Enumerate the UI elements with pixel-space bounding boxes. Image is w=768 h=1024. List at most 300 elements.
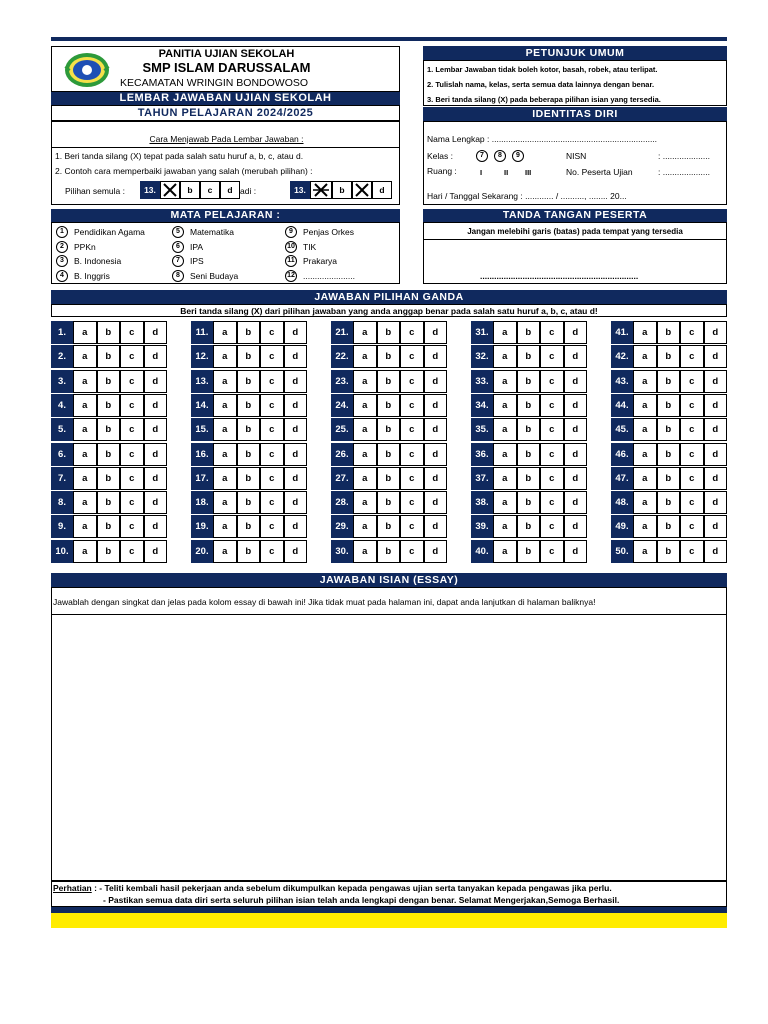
answer-option-d[interactable]: d [564,443,588,466]
answer-option-b[interactable]: b [377,345,401,368]
answer-option-c[interactable]: c [680,515,704,538]
question-number: 12. [191,345,213,368]
answer-option-a[interactable]: a [493,467,517,490]
answer-option-b[interactable]: b [657,345,681,368]
answer-option-c[interactable]: c [400,540,424,563]
answer-option-c[interactable]: c [400,467,424,490]
answer-option-b[interactable]: b [377,394,401,417]
answer-option-c[interactable]: c [120,443,144,466]
mapel-name: TIK [303,241,317,252]
answer-option-b[interactable]: b [517,370,541,393]
answer-option-b[interactable]: b [97,394,121,417]
answer-option-d[interactable]: d [284,418,308,441]
answer-option-d[interactable]: d [564,540,588,563]
answer-option-a[interactable]: a [493,418,517,441]
answer-option-d[interactable]: d [704,345,728,368]
example-option-c-new [352,181,372,199]
answer-option-c[interactable]: c [400,394,424,417]
mapel-number: 4 [56,270,68,282]
peserta-label: No. Peserta Ujian [566,167,633,177]
essay-box[interactable] [51,587,727,881]
answer-option-d[interactable]: d [284,443,308,466]
answer-option-c[interactable]: c [400,345,424,368]
example-option: b [180,181,200,199]
mapel-item[interactable] [172,226,234,238]
answer-option-b[interactable]: b [97,443,121,466]
mapel-name: PPKn [74,241,96,252]
school-year: TAHUN PELAJARAN 2024/2025 [51,105,400,121]
mapel-number: 8 [172,270,184,282]
question-number: 19. [191,515,213,538]
ttd-line: ................................................................... [480,271,639,281]
mapel-item[interactable] [285,241,316,253]
cara-title: Cara Menjawab Pada Lembar Jawaban : [149,134,304,144]
answer-option-c[interactable]: c [540,394,564,417]
answer-option-c[interactable]: c [120,370,144,393]
answer-option-d[interactable]: d [284,467,308,490]
answer-option-c[interactable]: c [680,345,704,368]
answer-option-b[interactable]: b [517,321,541,344]
answer-option-b[interactable]: b [97,321,121,344]
nama-field[interactable]: Nama Lengkap : ...................................................................... [427,134,658,144]
answer-option-b[interactable]: b [377,370,401,393]
question-number: 16. [191,443,213,466]
answer-option-c[interactable]: c [540,491,564,514]
answer-option-b[interactable]: b [97,491,121,514]
answer-option-a[interactable]: a [493,394,517,417]
petunjuk-item: 3. Beri tanda silang (X) pada beberapa pilihan isian yang tersedia. [427,95,661,104]
question-number: 13. [191,370,213,393]
answer-option-c[interactable]: c [540,321,564,344]
answer-option-a[interactable]: a [73,370,97,393]
answer-option-d[interactable]: d [704,418,728,441]
answer-option-d[interactable]: d [424,345,448,368]
identitas-title: IDENTITAS DIRI [423,107,727,121]
question-number: 50. [611,540,633,563]
kelas-option[interactable]: 9 [512,150,524,162]
answer-option-b[interactable]: b [517,491,541,514]
answer-option-d[interactable]: d [144,418,168,441]
answer-option-a[interactable]: a [633,540,657,563]
answer-option-a[interactable]: a [353,467,377,490]
answer-option-b[interactable]: b [97,370,121,393]
answer-option-a[interactable]: a [633,321,657,344]
question-number: 30. [331,540,353,563]
question-number: 46. [611,443,633,466]
answer-option-d[interactable]: d [144,515,168,538]
question-number: 27. [331,467,353,490]
cross-mark-icon [355,183,369,197]
tanggal-field[interactable]: Hari / Tanggal Sekarang : ............ / .........., ........ 20... [427,191,627,201]
answer-option-d[interactable]: d [704,491,728,514]
answer-option-c[interactable]: c [120,467,144,490]
answer-option-b[interactable]: b [237,467,261,490]
answer-option-d[interactable]: d [424,443,448,466]
ruang-label: Ruang : [427,166,457,176]
answer-option-a[interactable]: a [353,345,377,368]
answer-option-a[interactable]: a [73,515,97,538]
kelas-options [476,150,530,162]
mapel-number: 11 [285,255,297,267]
answer-option-d[interactable]: d [284,370,308,393]
bottom-yellow-rule [51,913,727,928]
answer-option-d[interactable]: d [144,321,168,344]
question-number: 35. [471,418,493,441]
answer-option-b[interactable]: b [657,515,681,538]
answer-option-c[interactable]: c [260,515,284,538]
answer-option-b[interactable]: b [657,321,681,344]
mapel-item[interactable] [285,270,355,282]
answer-option-a[interactable]: a [73,345,97,368]
example-option: d [220,181,240,199]
answer-option-a[interactable]: a [493,321,517,344]
answer-option-a[interactable]: a [353,321,377,344]
answer-option-b[interactable]: b [517,540,541,563]
answer-option-d[interactable]: d [284,321,308,344]
example-number: 13. [140,181,160,199]
answer-option-a[interactable]: a [213,370,237,393]
answer-option-c[interactable]: c [120,394,144,417]
answer-option-b[interactable]: b [97,467,121,490]
answer-option-d[interactable]: d [424,418,448,441]
kelas-option[interactable]: 7 [476,150,488,162]
answer-option-a[interactable]: a [213,515,237,538]
answer-option-a[interactable]: a [213,394,237,417]
answer-option-b[interactable]: b [237,394,261,417]
answer-option-a[interactable]: a [353,418,377,441]
answer-option-a[interactable]: a [213,345,237,368]
answer-option-b[interactable]: b [657,491,681,514]
answer-option-c[interactable]: c [260,443,284,466]
identitas-box [423,121,727,205]
question-number: 4. [51,394,73,417]
answer-option-b[interactable]: b [657,467,681,490]
answer-option-b[interactable]: b [97,540,121,563]
cara-step2: 2. Contoh cara memperbaiki jawaban yang salah (merubah pilihan) : [55,166,313,176]
answer-option-b[interactable]: b [237,491,261,514]
answer-option-a[interactable]: a [493,370,517,393]
answer-option-d[interactable]: d [424,540,448,563]
answer-option-b[interactable]: b [517,443,541,466]
answer-option-c[interactable]: c [680,370,704,393]
answer-option-d[interactable]: d [704,540,728,563]
answer-option-d[interactable]: d [284,394,308,417]
answer-option-d[interactable]: d [144,467,168,490]
answer-option-c[interactable]: c [260,321,284,344]
answer-option-c[interactable]: c [400,515,424,538]
answer-option-a[interactable]: a [213,467,237,490]
mapel-item[interactable] [56,241,96,253]
question-number: 48. [611,491,633,514]
answer-option-c[interactable]: c [260,394,284,417]
answer-option-c[interactable]: c [680,418,704,441]
answer-option-d[interactable]: d [564,418,588,441]
question-number: 3. [51,370,73,393]
answer-option-d[interactable]: d [144,540,168,563]
pg-instruction: Beri tanda silang (X) dari pilihan jawaban yang anda anggap benar pada salah satu huruf a, b, c, atau d! [51,304,727,317]
answer-option-b[interactable]: b [517,418,541,441]
answer-option-d[interactable]: d [144,345,168,368]
question-number: 9. [51,515,73,538]
answer-option-d[interactable]: d [284,345,308,368]
answer-option-c[interactable]: c [540,345,564,368]
corrected-cross-icon [313,183,329,197]
answer-option-b[interactable]: b [517,515,541,538]
question-number: 6. [51,443,73,466]
answer-option-c[interactable]: c [260,418,284,441]
question-number: 26. [331,443,353,466]
answer-option-a[interactable]: a [493,515,517,538]
question-number: 41. [611,321,633,344]
mapel-name: Seni Budaya [190,270,239,281]
answer-option-a[interactable]: a [633,443,657,466]
kelas-option[interactable]: 8 [494,150,506,162]
answer-option-c[interactable]: c [540,443,564,466]
answer-option-b[interactable]: b [237,321,261,344]
answer-option-d[interactable]: d [704,394,728,417]
question-number: 33. [471,370,493,393]
answer-option-c[interactable]: c [120,491,144,514]
answer-option-c[interactable]: c [400,491,424,514]
answer-option-a[interactable]: a [493,345,517,368]
question-number: 32. [471,345,493,368]
answer-option-a[interactable]: a [213,491,237,514]
answer-option-a[interactable]: a [353,515,377,538]
cara-box [51,121,400,205]
ttd-box[interactable] [423,222,727,284]
ruang-option[interactable]: II [504,168,509,177]
answer-option-b[interactable]: b [657,394,681,417]
answer-option-b[interactable]: b [237,345,261,368]
answer-option-d[interactable]: d [144,370,168,393]
answer-option-a[interactable]: a [353,370,377,393]
answer-option-a[interactable]: a [213,321,237,344]
answer-option-c[interactable]: c [120,345,144,368]
answer-option-a[interactable]: a [73,394,97,417]
essay-title: JAWABAN ISIAN (ESSAY) [51,573,727,587]
answer-option-c[interactable]: c [260,491,284,514]
question-number: 47. [611,467,633,490]
pg-title: JAWABAN PILIHAN GANDA [51,290,727,304]
example-option-a [160,181,180,199]
answer-option-b[interactable]: b [97,418,121,441]
answer-option-c[interactable]: c [680,540,704,563]
peserta-field[interactable]: : .................... [658,167,710,177]
answer-option-a[interactable]: a [73,321,97,344]
mapel-item[interactable] [172,270,238,282]
answer-option-c[interactable]: c [120,418,144,441]
answer-option-a[interactable]: a [73,467,97,490]
question-number: 38. [471,491,493,514]
answer-option-d[interactable]: d [564,394,588,417]
nisn-field[interactable]: : .................... [658,151,710,161]
answer-option-b[interactable]: b [377,540,401,563]
answer-option-a[interactable]: a [633,467,657,490]
answer-option-c[interactable]: c [680,443,704,466]
answer-option-d[interactable]: d [144,394,168,417]
answer-option-d[interactable]: d [424,491,448,514]
answer-option-d[interactable]: d [564,491,588,514]
school-header [51,46,400,92]
answer-option-a[interactable]: a [73,491,97,514]
answer-option-b[interactable]: b [517,345,541,368]
answer-option-c[interactable]: c [540,467,564,490]
mapel-name: ...................... [303,270,355,281]
answer-option-a[interactable]: a [633,370,657,393]
answer-option-d[interactable]: d [564,467,588,490]
question-number: 29. [331,515,353,538]
answer-option-d[interactable]: d [144,443,168,466]
answer-option-a[interactable]: a [493,540,517,563]
answer-option-a[interactable]: a [353,394,377,417]
answer-option-d[interactable]: d [284,491,308,514]
mapel-item[interactable] [56,270,110,282]
answer-option-c[interactable]: c [260,540,284,563]
answer-option-a[interactable]: a [633,345,657,368]
question-number: 34. [471,394,493,417]
jadi-label: adi : [240,186,257,196]
answer-option-b[interactable]: b [377,515,401,538]
mapel-name: B. Indonesia [74,256,122,266]
question-number: 49. [611,515,633,538]
answer-option-b[interactable]: b [237,370,261,393]
answer-option-d[interactable]: d [704,443,728,466]
answer-option-b[interactable]: b [237,418,261,441]
answer-option-b[interactable]: b [237,443,261,466]
mapel-name: Penjas Orkes [303,227,355,237]
answer-option-c[interactable]: c [540,515,564,538]
mapel-number: 9 [285,226,297,238]
answer-option-b[interactable]: b [657,443,681,466]
answer-option-d[interactable]: d [704,467,728,490]
answer-option-d[interactable]: d [564,321,588,344]
question-number: 36. [471,443,493,466]
answer-option-a[interactable]: a [633,418,657,441]
answer-option-a[interactable]: a [73,540,97,563]
answer-option-c[interactable]: c [540,418,564,441]
answer-option-c[interactable]: c [680,491,704,514]
answer-option-b[interactable]: b [377,321,401,344]
answer-option-a[interactable]: a [493,443,517,466]
answer-option-c[interactable]: c [680,394,704,417]
answer-option-d[interactable]: d [704,515,728,538]
answer-option-d[interactable]: d [144,491,168,514]
cross-mark-icon [163,183,177,197]
mapel-number: 2 [56,241,68,253]
example-option-a-corrected [310,181,332,199]
answer-option-a[interactable]: a [353,540,377,563]
answer-option-c[interactable]: c [400,321,424,344]
mapel-item[interactable] [285,226,354,238]
answer-option-a[interactable]: a [213,418,237,441]
answer-option-d[interactable]: d [564,345,588,368]
kelas-label: Kelas : [427,151,453,161]
answer-option-c[interactable]: c [120,515,144,538]
answer-option-b[interactable]: b [517,394,541,417]
answer-option-c[interactable]: c [400,418,424,441]
sheet-title: LEMBAR JAWABAN UJIAN SEKOLAH [51,92,400,105]
answer-option-a[interactable]: a [213,540,237,563]
answer-option-d[interactable]: d [424,370,448,393]
answer-option-b[interactable]: b [237,515,261,538]
answer-option-b[interactable]: b [97,515,121,538]
answer-option-c[interactable]: c [540,540,564,563]
example-option: d [372,181,392,199]
answer-option-c[interactable]: c [680,467,704,490]
answer-option-a[interactable]: a [73,418,97,441]
question-number: 2. [51,345,73,368]
answer-option-b[interactable]: b [377,467,401,490]
answer-option-d[interactable]: d [704,370,728,393]
answer-option-c[interactable]: c [680,321,704,344]
answer-option-c[interactable]: c [260,370,284,393]
answer-option-c[interactable]: c [260,467,284,490]
answer-option-a[interactable]: a [633,491,657,514]
mapel-item[interactable] [56,255,121,267]
answer-option-d[interactable]: d [564,370,588,393]
answer-option-b[interactable]: b [657,370,681,393]
answer-option-c[interactable]: c [540,370,564,393]
ruang-option[interactable]: I [480,168,483,177]
answer-option-d[interactable]: d [284,540,308,563]
answer-option-a[interactable]: a [353,443,377,466]
mapel-item[interactable] [56,226,145,238]
answer-option-d[interactable]: d [424,321,448,344]
answer-option-c[interactable]: c [120,540,144,563]
mapel-item[interactable] [172,241,203,253]
answer-option-c[interactable]: c [400,370,424,393]
answer-option-d[interactable]: d [284,515,308,538]
answer-option-a[interactable]: a [353,491,377,514]
answer-option-a[interactable]: a [633,515,657,538]
answer-option-a[interactable]: a [493,491,517,514]
answer-option-b[interactable]: b [517,467,541,490]
mapel-item[interactable] [172,255,204,267]
answer-option-d[interactable]: d [424,515,448,538]
answer-option-b[interactable]: b [377,418,401,441]
answer-option-a[interactable]: a [73,443,97,466]
answer-option-b[interactable]: b [97,345,121,368]
question-number: 22. [331,345,353,368]
petunjuk-title: PETUNJUK UMUM [423,46,727,60]
mapel-number: 7 [172,255,184,267]
perhatian-box [51,881,727,907]
answer-option-d[interactable]: d [424,394,448,417]
mapel-item[interactable] [285,255,337,267]
question-number: 24. [331,394,353,417]
answer-option-b[interactable]: b [237,540,261,563]
answer-option-b[interactable]: b [657,540,681,563]
question-number: 14. [191,394,213,417]
perhatian-line2: - Pastikan semua data diri serta seluruh pilihan isian telah anda lengkapi dengan benar. Selamat Mengerjakan,Semoga Berhasil. [103,895,620,905]
answer-option-d[interactable]: d [424,467,448,490]
mapel-title: MATA PELAJARAN : [51,209,400,222]
answer-option-b[interactable]: b [377,491,401,514]
answer-option-d[interactable]: d [704,321,728,344]
question-number: 7. [51,467,73,490]
answer-option-c[interactable]: c [400,443,424,466]
answer-option-c[interactable]: c [260,345,284,368]
answer-option-a[interactable]: a [213,443,237,466]
answer-option-b[interactable]: b [657,418,681,441]
ruang-option[interactable]: III [525,168,532,177]
answer-option-a[interactable]: a [633,394,657,417]
answer-option-c[interactable]: c [120,321,144,344]
mapel-name: IPA [190,241,204,252]
answer-option-b[interactable]: b [377,443,401,466]
cara-step1: 1. Beri tanda silang (X) tepat pada salah satu huruf a, b, c, atau d. [55,151,304,161]
answer-option-d[interactable]: d [564,515,588,538]
